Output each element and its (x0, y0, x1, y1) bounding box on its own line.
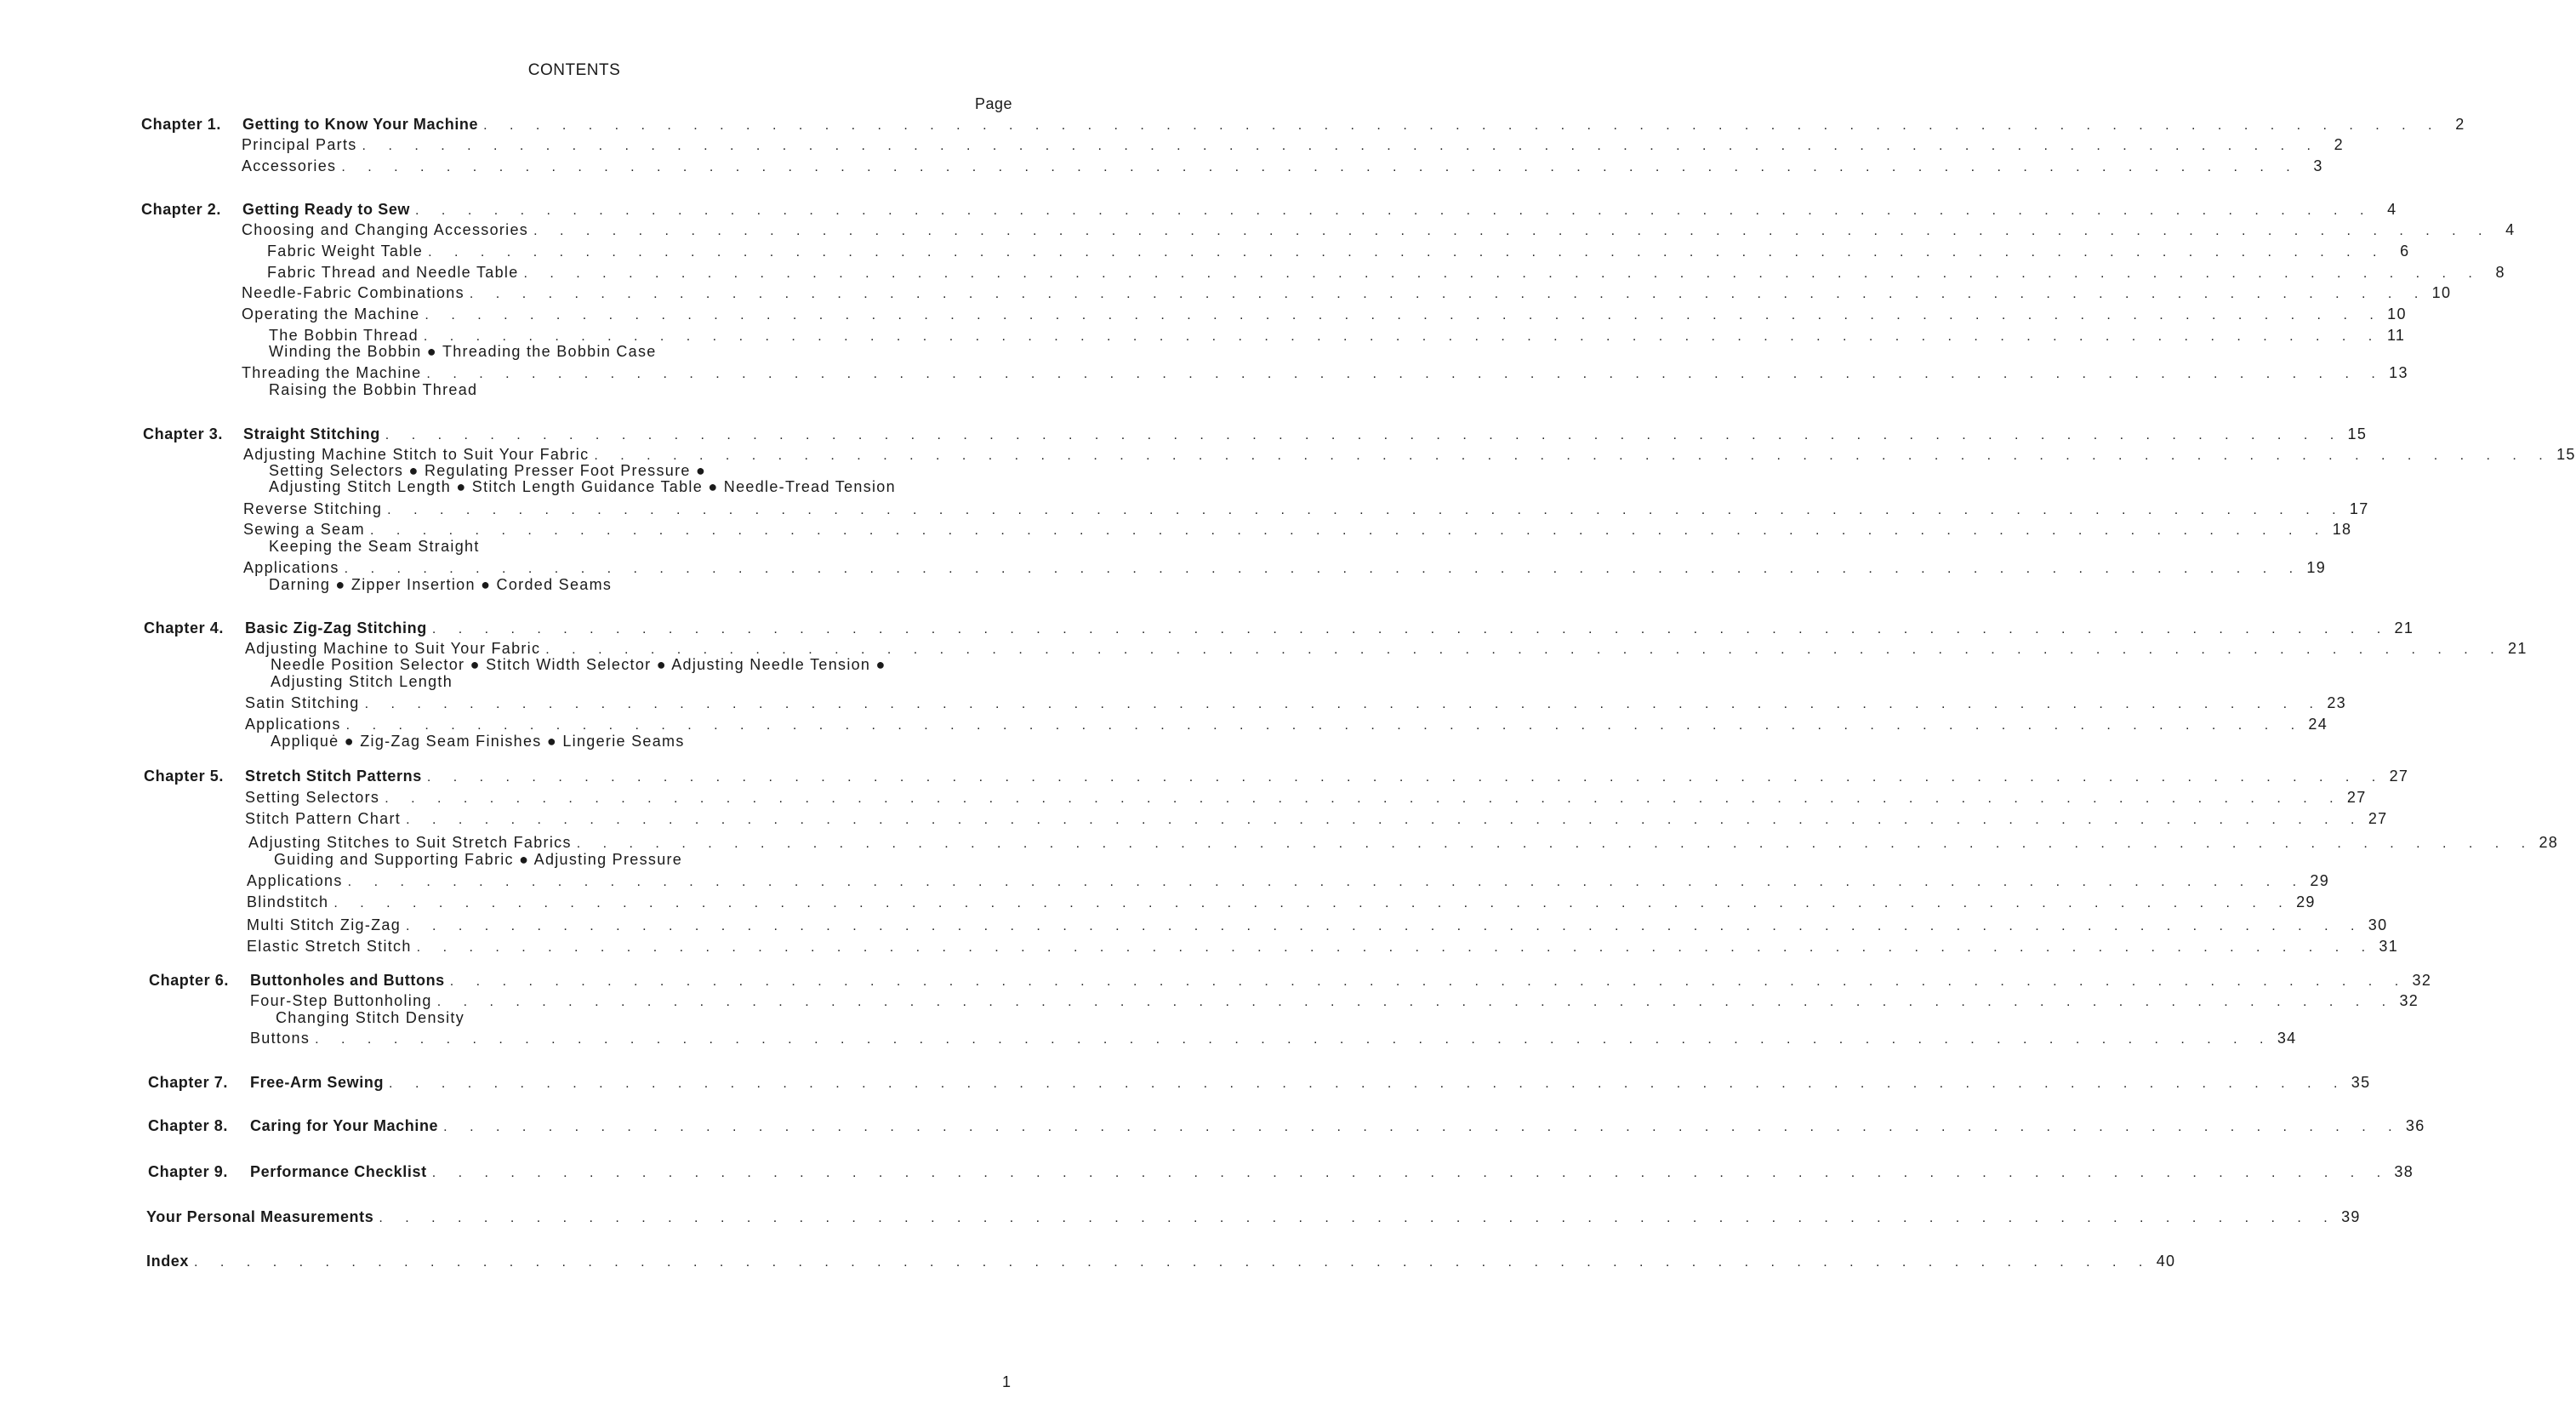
dot-leader: . . . . . . . . . . . . . . . . . . . . . . . . . . . . . . . . . . . . . . . . . . . . . . . . . . . . . . . . . . . . . . . . . . . . . . . . . . . (594, 448, 2552, 463)
chapter-4-heading (245, 619, 2414, 640)
entry-title: Principal Parts (242, 136, 357, 153)
entry-page-number: 30 (2368, 916, 2388, 933)
entry-title: Your Personal Measurements (146, 1208, 374, 1225)
dot-leader: . . . . . . . . . . . . . . . . . . . . . . . . . . . . . . . . . . . . . . . . . . . . . . . . . . . . . . . . . . . . . . . . . . . . . . . . . . . (379, 1211, 2337, 1225)
toc-entry-setting-selectors (245, 789, 2367, 809)
entry-title: Choosing and Changing Accessories (242, 221, 529, 238)
entry-page-number: 32 (2399, 992, 2419, 1009)
entry-title: Fabric Thread and Needle Table (267, 264, 519, 281)
entry-page-number: 10 (2387, 305, 2407, 322)
toc-entry-blindstitch (247, 893, 2316, 914)
entry-page-number: 29 (2296, 893, 2316, 910)
toc-subtopics: Needle Position Selector ● Stitch Width Selector ● Adjusting Needle Tension ● (271, 656, 886, 673)
toc-subtopics: Changing Stitch Density (276, 1009, 465, 1026)
dot-leader: . . . . . . . . . . . . . . . . . . . . . . . . . . . . . . . . . . . . . . . . . . . . . . . . . . . . . . . . . . . . . . . . . . . . . . . . . . . (345, 718, 2305, 733)
toc-subtopics: Adjusting Stitch Length ● Stitch Length Guidance Table ● Needle-Tread Tension (269, 478, 896, 495)
entry-page-number: 13 (2389, 364, 2408, 381)
entry-title: Applications (243, 559, 339, 576)
dot-leader: . . . . . . . . . . . . . . . . . . . . . . . . . . . . . . . . . . . . . . . . . . . . . . . . . . . . . . . . . . . . . . . . . . . . . . . . . . . (344, 562, 2303, 576)
entry-title: Caring for Your Machine (250, 1117, 439, 1134)
chapter-label: Chapter 8. (148, 1117, 229, 1134)
entry-title: Elastic Stretch Stitch (247, 938, 412, 955)
chapter-8-heading (250, 1117, 2425, 1138)
toc-entry-operating-the-machine (242, 305, 2407, 326)
toc-entry-elastic-stretch-stitch (247, 938, 2399, 958)
entry-title: Getting to Know Your Machine (242, 116, 479, 133)
entry-title: Fabric Weight Table (267, 243, 424, 260)
entry-page-number: 23 (2327, 694, 2346, 711)
entry-title: Sewing a Seam (243, 521, 365, 538)
entry-page-number: 36 (2405, 1117, 2425, 1134)
toc-subtopics: Darning ● Zipper Insertion ● Corded Seams (269, 576, 613, 593)
entry-title: Buttons (250, 1030, 311, 1047)
entry-title: Operating the Machine (242, 305, 420, 322)
entry-page-number: 29 (2310, 872, 2330, 889)
page-number: 1 (1002, 1373, 1012, 1390)
entry-page-number: 17 (2349, 500, 2369, 517)
toc-subtopics: Appliquė ● Zig-Zag Seam Finishes ● Lingerie Seams (271, 733, 685, 750)
page-title: CONTENTS (527, 61, 621, 79)
entry-title: Getting Ready to Sew (242, 201, 411, 218)
toc-entry-multi-stitch-zig-zag (247, 916, 2388, 937)
dot-leader: . . . . . . . . . . . . . . . . . . . . . . . . . . . . . . . . . . . . . . . . . . . . . . . . . . . . . . . . . . . . . . . . . . . . . . . . . . . (431, 1166, 2391, 1180)
entry-title: Applications (245, 716, 341, 733)
dot-leader: . . . . . . . . . . . . . . . . . . . . . . . . . . . . . . . . . . . . . . . . . . . . . . . . . . . . . . . . . . . . . . . . . . . . . . . . . . . (364, 697, 2322, 711)
entry-title: Stitch Pattern Chart (245, 810, 402, 827)
entry-title: The Bobbin Thread (269, 327, 419, 344)
toc-entry-fabric-thread-and-needle-table (267, 264, 2505, 284)
entry-title: Multi Stitch Zig-Zag (247, 916, 402, 933)
toc-entry-principal-parts (242, 136, 2344, 157)
dot-leader: . . . . . . . . . . . . . . . . . . . . . . . . . . . . . . . . . . . . . . . . . . . . . . . . . . . . . . . . . . . . . . . . . . . . . . . . . . . (389, 1076, 2347, 1091)
chapter-label: Chapter 4. (144, 619, 225, 636)
entry-page-number: 21 (2508, 640, 2528, 657)
dot-leader: . . . . . . . . . . . . . . . . . . . . . . . . . . . . . . . . . . . . . . . . . . . . . . . . . . . . . . . . . . . . . . . . . . . . . . . . . . . (431, 622, 2391, 636)
entry-title: Stretch Stitch Patterns (245, 768, 422, 785)
entry-title: Threading the Machine (242, 364, 422, 381)
entry-page-number: 34 (2277, 1030, 2297, 1047)
dot-leader: . . . . . . . . . . . . . . . . . . . . . . . . . . . . . . . . . . . . . . . . . . . . . . . . . . . . . . . . . . . . . . . . . . . . . . . . . . . (385, 428, 2344, 442)
entry-page-number: 39 (2341, 1208, 2361, 1225)
dot-leader: . . . . . . . . . . . . . . . . . . . . . . . . . . . . . . . . . . . . . . . . . . . . . . . . . . . . . . . . . . . . . . . . . . . . . . . . . . . (315, 1032, 2273, 1047)
entry-page-number: 19 (2306, 559, 2327, 576)
dot-leader: . . . . . . . . . . . . . . . . . . . . . . . . . . . . . . . . . . . . . . . . . . . . . . . . . . . . . . . . . . . . . . . . . . . . . . . . . . . (385, 791, 2343, 806)
entry-page-number: 3 (2313, 157, 2323, 174)
toc-subtopics: Winding the Bobbin ● Threading the Bobbin Case (269, 343, 657, 360)
entry-title: Adjusting Machine to Suit Your Fabric (245, 640, 541, 657)
entry-title: Needle-Fabric Combinations (242, 284, 464, 301)
entry-page-number: 31 (2379, 938, 2399, 955)
entry-page-number: 4 (2505, 221, 2516, 238)
dot-leader: . . . . . . . . . . . . . . . . . . . . . . . . . . . . . . . . . . . . . . . . . . . . . . . . . . . . . . . . . . . . . . . . . . . . . . . . . . . (576, 836, 2535, 851)
chapter-6-heading (250, 972, 2432, 992)
chapter-5-heading (245, 768, 2409, 788)
dot-leader: . . . . . . . . . . . . . . . . . . . . . . . . . . . . . . . . . . . . . . . . . . . . . . . . . . . . . . . . . . . . . . . . . . . . . . . . . . . (406, 919, 2364, 933)
toc-entry-accessories (242, 157, 2323, 178)
chapter-1-heading (242, 116, 2465, 136)
entry-title: Free-Arm Sewing (250, 1074, 385, 1091)
entry-page-number: 2 (2455, 116, 2465, 133)
entry-title: Buttonholes and Buttons (250, 972, 445, 989)
dot-leader: . . . . . . . . . . . . . . . . . . . . . . . . . . . . . . . . . . . . . . . . . . . . . . . . . . . . . . . . . . . . . . . . . . . . . . . . . . . (443, 1120, 2402, 1134)
entry-title: Reverse Stitching (243, 500, 383, 517)
toc-subtopics: Guiding and Supporting Fabric ● Adjusting Pressure (274, 851, 683, 868)
entry-title: Four-Step Buttonholing (250, 992, 432, 1009)
entry-page-number: 28 (2539, 834, 2559, 851)
entry-title: Index (146, 1253, 190, 1270)
dot-leader: . . . . . . . . . . . . . . . . . . . . . . . . . . . . . . . . . . . . . . . . . . . . . . . . . . . . . . . . . . . . . . . . . . . . . . . . . . . (406, 813, 2364, 827)
toc-entry-buttons (250, 1030, 2297, 1050)
dot-leader: . . . . . . . . . . . . . . . . . . . . . . . . . . . . . . . . . . . . . . . . . . . . . . . . . . . . . . . . . . . . . . . . . . . . . . . . . . . (425, 308, 2383, 322)
entry-title: Blindstitch (247, 893, 329, 910)
toc-entry-satin-stitching (245, 694, 2346, 715)
dot-leader: . . . . . . . . . . . . . . . . . . . . . . . . . . . . . . . . . . . . . . . . . . . . . . . . . . . . . . . . . . . . . . . . . . . . . . . . . . . (194, 1255, 2152, 1270)
chapter-7-heading (250, 1074, 2371, 1094)
dot-leader: . . . . . . . . . . . . . . . . . . . . . . . . . . . . . . . . . . . . . . . . . . . . . . . . . . . . . . . . . . . . . . . . . . . . . . . . . . . (436, 995, 2396, 1009)
dot-leader: . . . . . . . . . . . . . . . . . . . . . . . . . . . . . . . . . . . . . . . . . . . . . . . . . . . . . . . . . . . . . . . . . . . . . . . . . . . (449, 974, 2408, 989)
dot-leader: . . . . . . . . . . . . . . . . . . . . . . . . . . . . . . . . . . . . . . . . . . . . . . . . . . . . . . . . . . . . . . . . . . . . . . . . . . . (341, 160, 2300, 174)
chapter-label: Chapter 1. (141, 116, 222, 133)
entry-page-number: 4 (2387, 201, 2397, 218)
toc-subtopics: Setting Selectors ● Regulating Presser Foot Pressure ● (269, 462, 707, 479)
dot-leader: . . . . . . . . . . . . . . . . . . . . . . . . . . . . . . . . . . . . . . . . . . . . . . . . . . . . . . . . . . . . . . . . . . . . . . . . . . . (333, 896, 2292, 910)
entry-title: Performance Checklist (250, 1163, 427, 1180)
entry-page-number: 27 (2346, 789, 2367, 806)
entry-page-number: 2 (2334, 136, 2344, 153)
entry-title: Adjusting Machine Stitch to Suit Your Fabric (243, 446, 590, 463)
toc-entry-fabric-weight-table (267, 243, 2410, 263)
toc-entry-index (146, 1253, 2176, 1273)
entry-page-number: 15 (2556, 446, 2576, 463)
chapter-label: Chapter 7. (148, 1074, 229, 1091)
chapter-label: Chapter 9. (148, 1163, 229, 1180)
toc-entry-stitch-pattern-chart (245, 810, 2388, 830)
dot-leader: . . . . . . . . . . . . . . . . . . . . . . . . . . . . . . . . . . . . . . . . . . . . . . . . . . . . . . . . . . . . . . . . . . . . . . . . . . . (483, 118, 2442, 133)
dot-leader: . . . . . . . . . . . . . . . . . . . . . . . . . . . . . . . . . . . . . . . . . . . . . . . . . . . . . . . . . . . . . . . . . . . . . . . . . . . (423, 329, 2382, 344)
chapter-label: Chapter 2. (141, 201, 222, 218)
dot-leader: . . . . . . . . . . . . . . . . . . . . . . . . . . . . . . . . . . . . . . . . . . . . . . . . . . . . . . . . . . . . . . . . . . . . . . . . . . . (369, 523, 2328, 538)
chapter-label: Chapter 6. (149, 972, 230, 989)
entry-page-number: 32 (2412, 972, 2432, 989)
dot-leader: . . . . . . . . . . . . . . . . . . . . . . . . . . . . . . . . . . . . . . . . . . . . . . . . . . . . . . . . . . . . . . . . . . . . . . . . . . . (387, 503, 2345, 517)
toc-entry-applications (247, 872, 2330, 893)
toc-subtopics: Adjusting Stitch Length (271, 673, 453, 690)
dot-leader: . . . . . . . . . . . . . . . . . . . . . . . . . . . . . . . . . . . . . . . . . . . . . . . . . . . . . . . . . . . . . . . . . . . . . . . . . . . (415, 203, 2374, 218)
chapter-3-heading (243, 425, 2368, 446)
dot-leader: . . . . . . . . . . . . . . . . . . . . . . . . . . . . . . . . . . . . . . . . . . . . . . . . . . . . . . . . . . . . . . . . . . . . . . . . . . . (533, 224, 2492, 238)
dot-leader: . . . . . . . . . . . . . . . . . . . . . . . . . . . . . . . . . . . . . . . . . . . . . . . . . . . . . . . . . . . . . . . . . . . . . . . . . . . (416, 940, 2375, 955)
entry-title: Basic Zig-Zag Stitching (245, 619, 427, 636)
entry-page-number: 40 (2156, 1253, 2176, 1270)
toc-entry-needle-fabric-combinations (242, 284, 2452, 305)
toc-entry-your-personal-measurements (146, 1208, 2361, 1229)
entry-page-number: 18 (2332, 521, 2352, 538)
chapter-2-heading (242, 201, 2397, 221)
entry-page-number: 24 (2308, 716, 2328, 733)
entry-title: Adjusting Stitches to Suit Stretch Fabrics (248, 834, 572, 851)
dot-leader: . . . . . . . . . . . . . . . . . . . . . . . . . . . . . . . . . . . . . . . . . . . . . . . . . . . . . . . . . . . . . . . . . . . . . . . . . . . (426, 367, 2385, 381)
entry-page-number: 15 (2347, 425, 2368, 442)
entry-title: Setting Selectors (245, 789, 380, 806)
toc-subtopics: Raising the Bobbin Thread (269, 381, 478, 398)
toc-entry-reverse-stitching (243, 500, 2369, 521)
entry-page-number: 27 (2389, 768, 2409, 785)
chapter-label: Chapter 5. (144, 768, 225, 785)
entry-title: Straight Stitching (243, 425, 380, 442)
entry-page-number: 10 (2431, 284, 2452, 301)
toc-entry-choosing-and-changing-accessories (242, 221, 2516, 242)
dot-leader: . . . . . . . . . . . . . . . . . . . . . . . . . . . . . . . . . . . . . . . . . . . . . . . . . . . . . . . . . . . . . . . . . . . . . . . . . . . (347, 875, 2306, 889)
entry-page-number: 35 (2351, 1074, 2371, 1091)
chapter-label: Chapter 3. (143, 425, 224, 442)
entry-title: Accessories (242, 157, 337, 174)
entry-page-number: 11 (2386, 327, 2406, 344)
page-column-label: Page (974, 95, 1012, 112)
entry-page-number: 6 (2400, 243, 2410, 260)
dot-leader: . . . . . . . . . . . . . . . . . . . . . . . . . . . . . . . . . . . . . . . . . . . . . . . . . . . . . . . . . . . . . . . . . . . . . . . . . . . (426, 770, 2385, 785)
toc-subtopics: Keeping the Seam Straight (269, 538, 480, 555)
dot-leader: . . . . . . . . . . . . . . . . . . . . . . . . . . . . . . . . . . . . . . . . . . . . . . . . . . . . . . . . . . . . . . . . . . . . . . . . . . . (523, 266, 2482, 281)
entry-page-number: 21 (2394, 619, 2414, 636)
dot-leader: . . . . . . . . . . . . . . . . . . . . . . . . . . . . . . . . . . . . . . . . . . . . . . . . . . . . . . . . . . . . . . . . . . . . . . . . . . . (469, 287, 2428, 301)
dot-leader: . . . . . . . . . . . . . . . . . . . . . . . . . . . . . . . . . . . . . . . . . . . . . . . . . . . . . . . . . . . . . . . . . . . . . . . . . . . (545, 642, 2504, 657)
entry-page-number: 27 (2368, 810, 2388, 827)
entry-page-number: 38 (2394, 1163, 2414, 1180)
dot-leader: . . . . . . . . . . . . . . . . . . . . . . . . . . . . . . . . . . . . . . . . . . . . . . . . . . . . . . . . . . . . . . . . . . . . . . . . . . . (428, 245, 2386, 260)
entry-page-number: 8 (2495, 264, 2505, 281)
dot-leader: . . . . . . . . . . . . . . . . . . . . . . . . . . . . . . . . . . . . . . . . . . . . . . . . . . . . . . . . . . . . . . . . . . . . . . . . . . . (362, 139, 2320, 153)
entry-title: Satin Stitching (245, 694, 360, 711)
chapter-9-heading (250, 1163, 2414, 1184)
entry-title: Applications (247, 872, 343, 889)
